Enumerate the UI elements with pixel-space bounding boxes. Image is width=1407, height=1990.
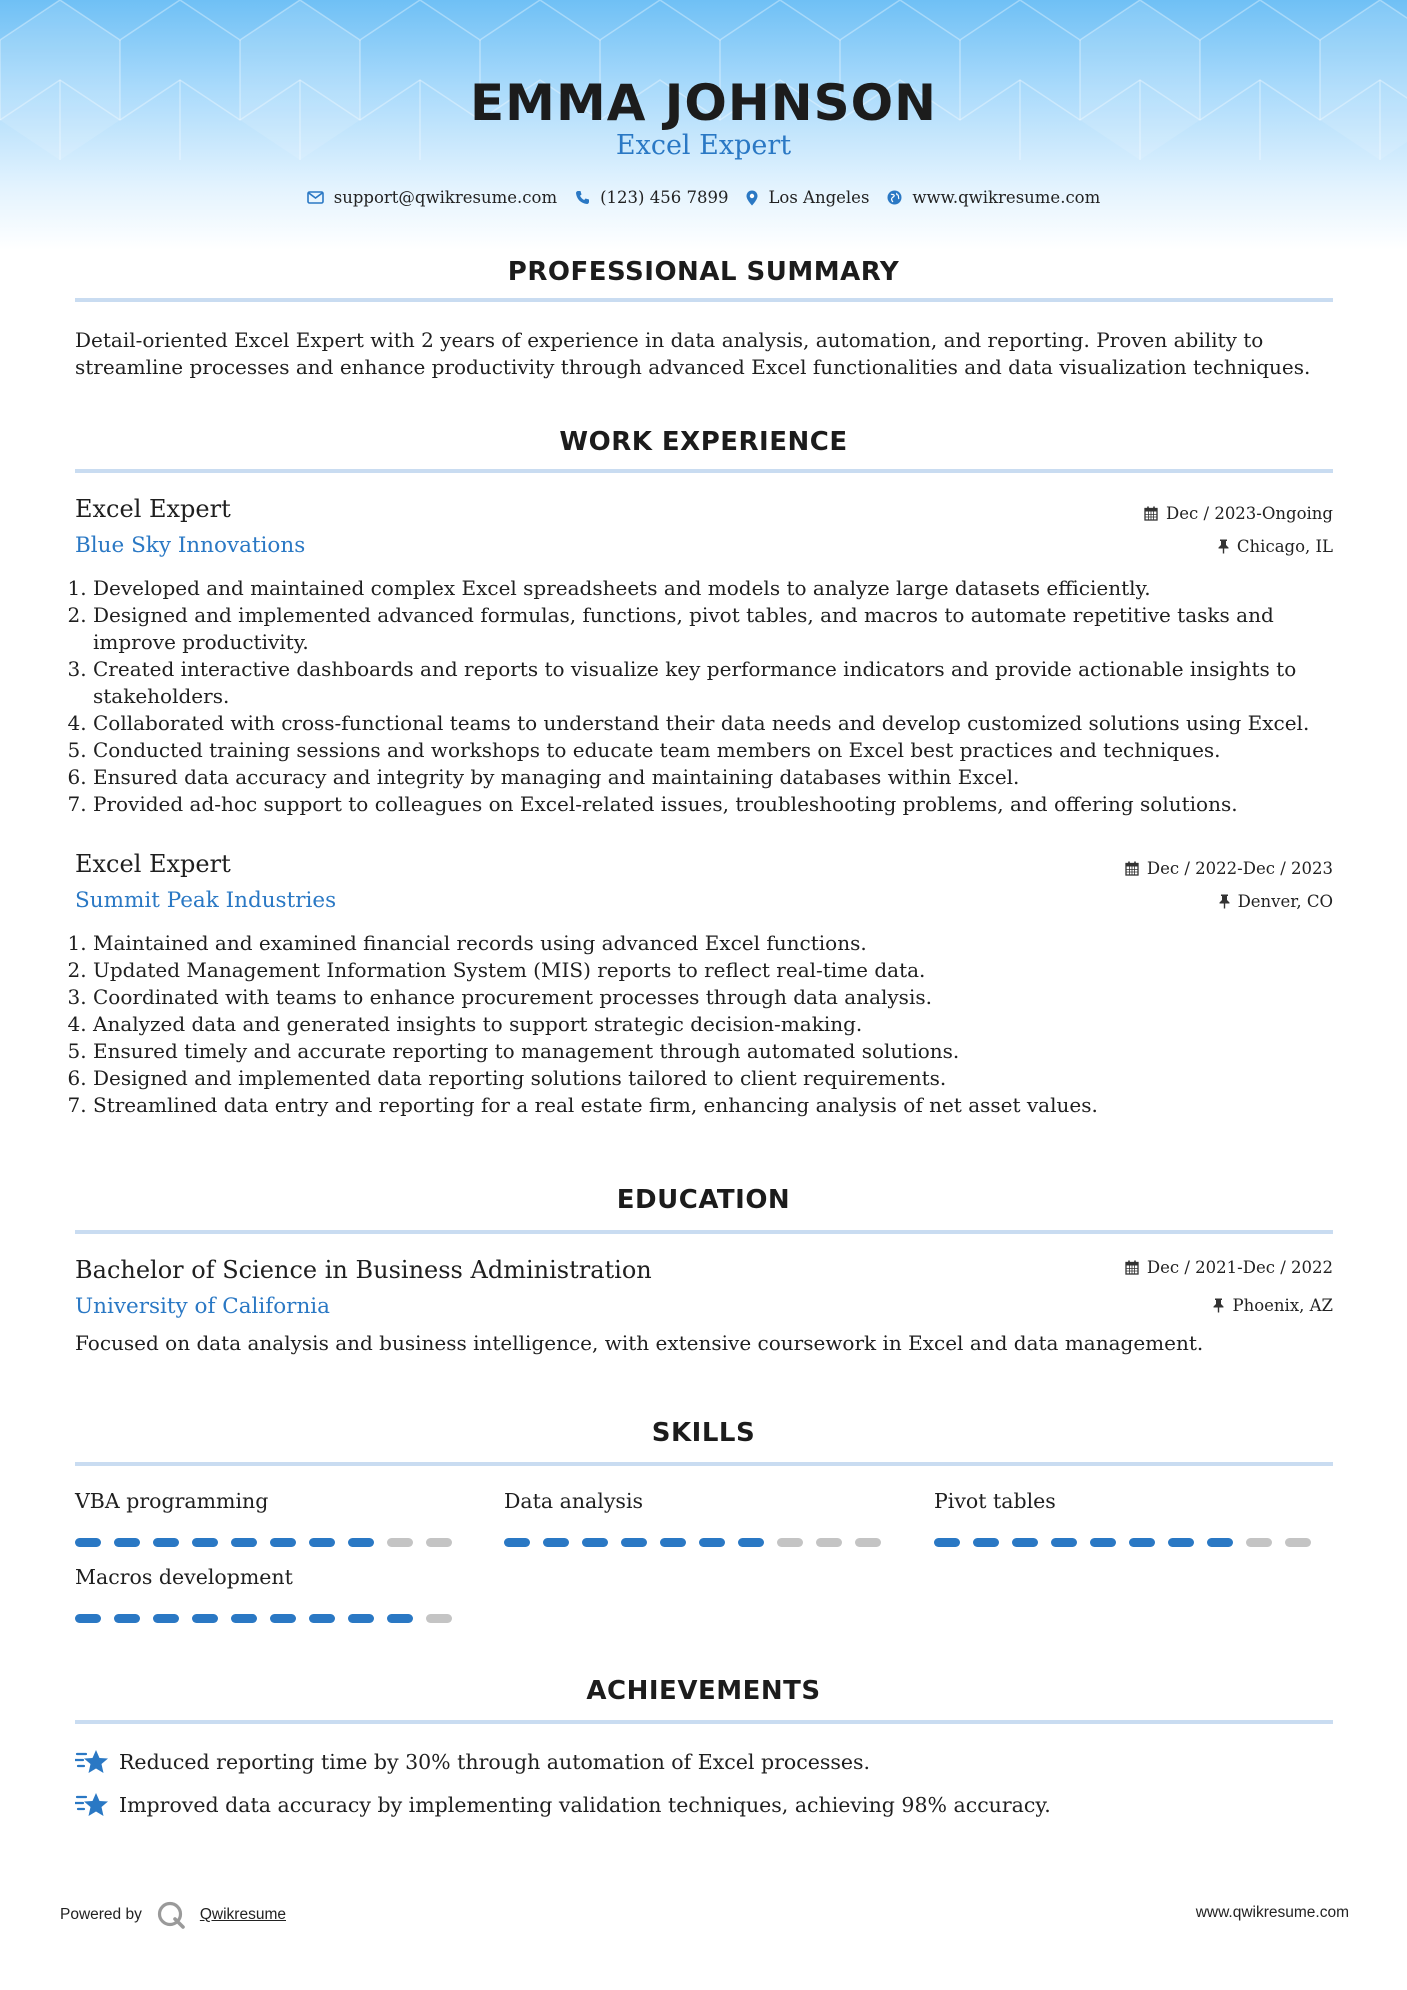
skill-level-bar (934, 1538, 1314, 1547)
achievement-text: Improved data accuracy by implementing validation techniques, achieving 98% accuracy. (119, 1793, 1051, 1817)
list-item: 3. Coordinated with teams to enhance procurement processes through data analysis. (93, 984, 1358, 1011)
skill-segment-filled (153, 1538, 179, 1547)
map-marker-icon (746, 190, 758, 206)
experience-divider (75, 469, 1333, 473)
skill-segment-empty (426, 1614, 452, 1623)
skill-segment-empty (777, 1538, 803, 1547)
skill-segment-filled (309, 1538, 335, 1547)
skill-segment-empty (1246, 1538, 1272, 1547)
skill-segment-filled (1012, 1538, 1038, 1547)
list-item: 2. Designed and implemented advanced formulas, functions, pivot tables, and macros to automate repetitive tasks and improve productivity. (93, 602, 1358, 656)
calendar-icon (1125, 861, 1139, 876)
skill-segment-filled (1129, 1538, 1155, 1547)
job-location-text: Denver, CO (1237, 892, 1333, 911)
contact-email-text: support@qwikresume.com (333, 188, 558, 207)
pushpin-icon (1219, 894, 1230, 909)
job-date-text: Dec / 2022-Dec / 2023 (1146, 859, 1333, 878)
job-date (1125, 859, 1333, 878)
list-item: 5. Ensured timely and accurate reporting to management through automated solutions. (93, 1038, 1358, 1065)
job-responsibilities (75, 575, 1358, 818)
skill-segment-filled (1051, 1538, 1077, 1547)
skill-name: Data analysis (504, 1489, 644, 1513)
list-item: 2. Updated Management Information System (MIS) reports to reflect real-time data. (93, 957, 1358, 984)
shooting-star-icon (75, 1791, 109, 1819)
pushpin-icon (1213, 1298, 1224, 1313)
skill-name: Macros development (75, 1565, 293, 1589)
list-item: 6. Ensured data accuracy and integrity by managing and maintaining databases within Excel. (93, 764, 1358, 791)
contact-website-text: www.qwikresume.com (912, 188, 1101, 207)
job-date-text: Dec / 2023-Ongoing (1166, 504, 1333, 523)
skill-segment-filled (387, 1614, 413, 1623)
job-location (1218, 537, 1333, 556)
contact-location-text: Los Angeles (768, 188, 870, 207)
experience-heading: WORK EXPERIENCE (559, 427, 848, 457)
skill-segment-filled (504, 1538, 530, 1547)
education-school: University of California (75, 1294, 330, 1319)
skill-segment-filled (1090, 1538, 1116, 1547)
shooting-star-icon (75, 1748, 109, 1776)
achievement-item (75, 1748, 870, 1776)
qwikresume-logo-icon (156, 1900, 186, 1930)
globe-icon (887, 190, 902, 205)
education-date-text: Dec / 2021-Dec / 2022 (1146, 1258, 1333, 1277)
list-item: 7. Provided ad-hoc support to colleagues on Excel-related issues, troubleshooting problems, and offering solutions. (93, 791, 1358, 818)
education-location-text: Phoenix, AZ (1232, 1296, 1333, 1315)
skill-segment-filled (153, 1614, 179, 1623)
contact-phone[interactable] (575, 188, 728, 207)
contact-bar (0, 188, 1407, 207)
brand-link[interactable]: Qwikresume (199, 1906, 286, 1923)
contact-website[interactable] (887, 188, 1100, 207)
skill-segment-filled (270, 1614, 296, 1623)
job-company: Summit Peak Industries (75, 888, 337, 913)
skill-segment-filled (114, 1538, 140, 1547)
skill-level-bar (75, 1538, 455, 1547)
job-title: Excel Expert (75, 850, 231, 878)
skill-segment-empty (816, 1538, 842, 1547)
job-location (1219, 892, 1333, 911)
list-item: 3. Created interactive dashboards and reports to visualize key performance indicators and provide actionable insights to stakeholders. (93, 656, 1358, 710)
skill-segment-filled (348, 1538, 374, 1547)
candidate-role: Excel Expert (615, 130, 792, 161)
skill-level-bar (504, 1538, 884, 1547)
summary-divider (75, 298, 1333, 302)
achievements-heading: ACHIEVEMENTS (586, 1676, 821, 1706)
skill-segment-filled (660, 1538, 686, 1547)
skills-heading: SKILLS (651, 1418, 756, 1448)
skill-segment-filled (75, 1614, 101, 1623)
job-location-text: Chicago, IL (1236, 537, 1333, 556)
skill-segment-filled (192, 1614, 218, 1623)
list-item: 6. Designed and implemented data reporting solutions tailored to client requirements. (93, 1065, 1358, 1092)
skill-segment-filled (1168, 1538, 1194, 1547)
pushpin-icon (1218, 539, 1229, 554)
education-date (1125, 1258, 1333, 1277)
skill-name: Pivot tables (934, 1489, 1056, 1513)
skill-segment-empty (855, 1538, 881, 1547)
education-divider (75, 1230, 1333, 1234)
education-degree: Bachelor of Science in Business Administration (75, 1256, 652, 1284)
summary-text: Detail-oriented Excel Expert with 2 years of experience in data analysis, automation, and reporting. Proven ability to streamline processes and enhance productivity through advanced Excel functionalities and data visualization techniques. (75, 328, 1311, 379)
contact-email[interactable] (307, 188, 557, 207)
skill-segment-filled (973, 1538, 999, 1547)
calendar-icon (1144, 506, 1158, 521)
skill-segment-filled (934, 1538, 960, 1547)
skill-segment-filled (75, 1538, 101, 1547)
skill-level-bar (75, 1614, 455, 1623)
skill-segment-filled (309, 1614, 335, 1623)
contact-location (746, 188, 869, 207)
achievement-item (75, 1791, 1051, 1819)
list-item: 4. Collaborated with cross-functional teams to understand their data needs and develop customized solutions using Excel. (93, 710, 1358, 737)
phone-icon (575, 190, 590, 205)
skill-segment-filled (1207, 1538, 1233, 1547)
skill-segment-empty (1285, 1538, 1311, 1547)
achievements-divider (75, 1720, 1333, 1724)
powered-by-label: Powered by (60, 1906, 142, 1923)
skill-segment-filled (192, 1538, 218, 1547)
calendar-icon (1125, 1260, 1139, 1275)
skill-segment-filled (270, 1538, 296, 1547)
job-responsibilities (75, 930, 1358, 1119)
education-location (1213, 1296, 1333, 1315)
skill-segment-filled (582, 1538, 608, 1547)
skill-segment-filled (738, 1538, 764, 1547)
education-description: Focused on data analysis and business intelligence, with extensive coursework in Excel and data management. (75, 1331, 1204, 1355)
list-item: 4. Analyzed data and generated insights to support strategic decision-making. (93, 1011, 1358, 1038)
summary-heading: PROFESSIONAL SUMMARY (507, 257, 900, 287)
footer-branding (60, 1900, 286, 1930)
skill-segment-filled (621, 1538, 647, 1547)
skill-segment-empty (426, 1538, 452, 1547)
list-item: 1. Maintained and examined financial records using advanced Excel functions. (93, 930, 1358, 957)
list-item: 5. Conducted training sessions and workshops to educate team members on Excel best practices and techniques. (93, 737, 1358, 764)
skill-segment-filled (699, 1538, 725, 1547)
achievement-text: Reduced reporting time by 30% through automation of Excel processes. (119, 1750, 871, 1774)
skill-name: VBA programming (75, 1489, 269, 1513)
skill-segment-filled (114, 1614, 140, 1623)
skill-segment-filled (231, 1614, 257, 1623)
job-company: Blue Sky Innovations (75, 533, 306, 558)
list-item: 7. Streamlined data entry and reporting for a real estate firm, enhancing analysis of net asset values. (93, 1092, 1358, 1119)
job-date (1144, 504, 1333, 523)
skill-segment-empty (387, 1538, 413, 1547)
candidate-name: EMMA JOHNSON (470, 74, 937, 132)
contact-phone-text: (123) 456 7899 (600, 188, 729, 207)
skills-divider (75, 1462, 1333, 1466)
list-item: 1. Developed and maintained complex Excel spreadsheets and models to analyze large datasets efficiently. (93, 575, 1358, 602)
skill-segment-filled (348, 1614, 374, 1623)
skill-segment-filled (543, 1538, 569, 1547)
education-heading: EDUCATION (616, 1185, 791, 1215)
skill-segment-filled (231, 1538, 257, 1547)
footer-website[interactable]: www.qwikresume.com (1195, 1904, 1349, 1921)
envelope-icon (307, 191, 324, 204)
job-title: Excel Expert (75, 495, 231, 523)
